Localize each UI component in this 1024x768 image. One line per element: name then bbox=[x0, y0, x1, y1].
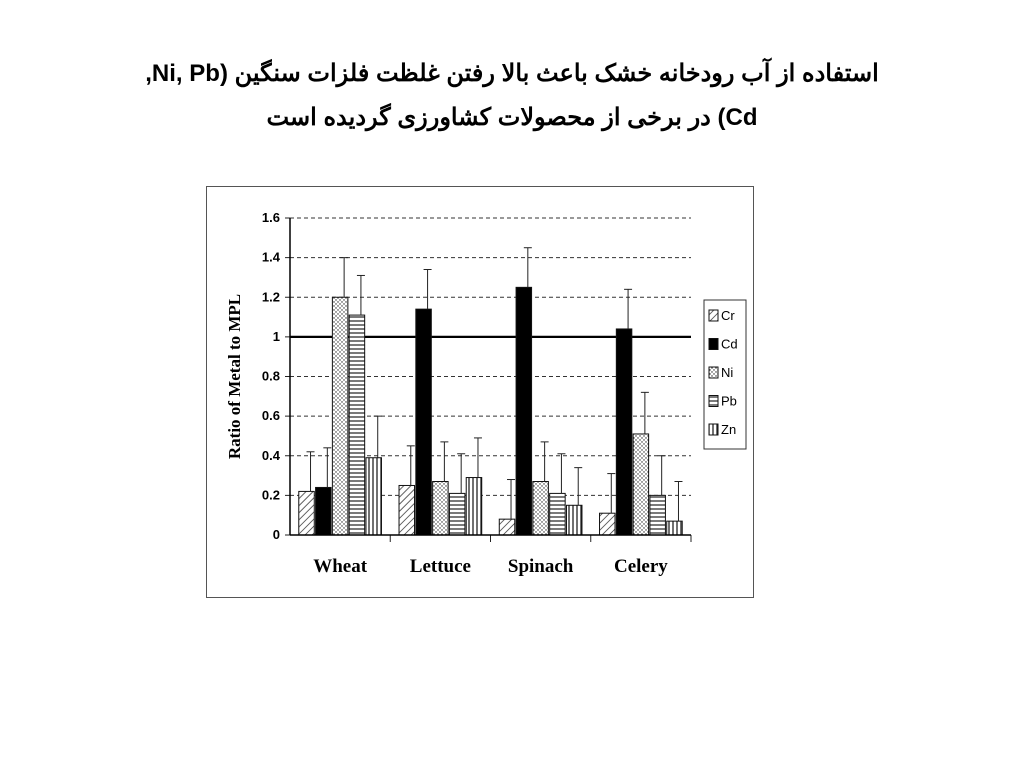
legend-label-ni: Ni bbox=[721, 365, 734, 380]
bar-zn-spinach bbox=[566, 505, 582, 535]
legend-label-zn: Zn bbox=[721, 422, 737, 437]
y-tick-label: 0.6 bbox=[261, 408, 280, 424]
bar-cr-lettuce bbox=[399, 485, 415, 535]
bar-cr-celery bbox=[600, 513, 616, 535]
legend-swatch-cr bbox=[709, 310, 718, 321]
bar-layer bbox=[299, 248, 683, 535]
y-tick-label: 0 bbox=[272, 527, 280, 542]
y-tick-label: 1.6 bbox=[261, 210, 280, 225]
x-category-label: Wheat bbox=[313, 556, 368, 577]
bar-cd-spinach bbox=[516, 287, 532, 535]
y-tick-label: 0.8 bbox=[261, 368, 280, 384]
chart-frame bbox=[206, 186, 754, 598]
slide-title bbox=[60, 52, 964, 140]
bar-cd-wheat bbox=[316, 487, 332, 535]
bar-zn-celery bbox=[667, 521, 683, 535]
x-category-label: Lettuce bbox=[409, 556, 471, 577]
legend-swatch-ni bbox=[709, 367, 718, 378]
bar-pb-wheat bbox=[349, 315, 365, 535]
legend-swatch-zn bbox=[709, 424, 718, 435]
x-category-label: Spinach bbox=[507, 556, 574, 577]
y-tick-label: 0.4 bbox=[261, 447, 280, 463]
y-axis-label: Ratio of Metal to MPL bbox=[225, 293, 244, 460]
y-tick-label: 1 bbox=[272, 328, 280, 344]
legend-swatch-cd bbox=[709, 339, 718, 350]
bar-zn-wheat bbox=[366, 458, 382, 535]
bar-chart bbox=[207, 187, 755, 599]
bar-cr-spinach bbox=[499, 519, 515, 535]
legend-label-cr: Cr bbox=[721, 308, 735, 323]
bar-pb-spinach bbox=[550, 493, 566, 535]
slide-title-line-1: استفاده از آب رودخانه خشک باعث بالا رفتن غلظت فلزات سنگین (Ni, Pb, bbox=[145, 60, 879, 87]
bar-cd-celery bbox=[616, 329, 632, 535]
legend-label-pb: Pb bbox=[721, 393, 737, 409]
legend-swatch-pb bbox=[709, 396, 718, 407]
bar-ni-wheat bbox=[332, 297, 348, 535]
x-category-label: Celery bbox=[613, 556, 668, 577]
y-tick-label: 1.2 bbox=[261, 289, 280, 305]
bar-pb-lettuce bbox=[449, 493, 465, 535]
y-tick-label: 1.4 bbox=[261, 249, 280, 265]
bar-ni-spinach bbox=[533, 482, 549, 535]
legend-layer bbox=[704, 300, 746, 449]
bar-ni-lettuce bbox=[433, 482, 449, 535]
bar-ni-celery bbox=[633, 434, 649, 535]
y-tick-label: 0.2 bbox=[261, 487, 280, 503]
legend-label-cd: Cd bbox=[721, 336, 738, 352]
bar-pb-celery bbox=[650, 495, 666, 535]
slide-title-line-2: Cd) در برخی از محصولات کشاورزی گردیده است bbox=[266, 104, 758, 131]
bar-cr-wheat bbox=[299, 491, 315, 535]
bar-cd-lettuce bbox=[416, 309, 432, 535]
bar-zn-lettuce bbox=[466, 478, 482, 535]
